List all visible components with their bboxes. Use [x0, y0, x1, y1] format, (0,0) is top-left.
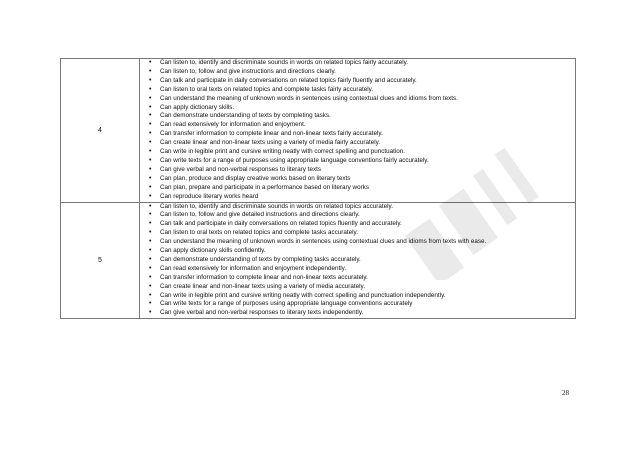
band-row: [61, 202, 576, 319]
descriptor-item: • Can give verbal and non-verbal responses to literary texts: [140, 166, 575, 175]
descriptor-list: [140, 59, 575, 202]
descriptor-item: • Can create linear and non-linear texts using a variety of media accurately.: [140, 283, 575, 292]
page-number: 28: [562, 389, 569, 397]
descriptor-item: • Can listen to, follow and give instructions and directions clearly.: [140, 68, 575, 77]
descriptor-cell: [140, 59, 576, 203]
descriptor-item: • Can listen to, follow and give detailed instructions and directions clearly.: [140, 211, 575, 220]
descriptor-item: • Can talk and participate in daily conversations on related topics fairly fluently and accurately.: [140, 77, 575, 86]
descriptor-item: • Can listen to, identify and discriminate sounds in words on related topics accurately.: [140, 203, 575, 212]
descriptor-item: • Can write texts for a range of purposes using appropriate language conventions accurately: [140, 300, 575, 309]
descriptor-item: • Can demonstrate understanding of texts by completing tasks accurately.: [140, 256, 575, 265]
descriptor-item: • Can transfer information to complete linear and non-linear texts fairly accurately.: [140, 130, 575, 139]
descriptor-item: • Can listen to oral texts on related topics and complete tasks fairly accurately.: [140, 86, 575, 95]
descriptor-item: • Can write in legible print and cursive writing neatly with correct spelling and punctuation independently.: [140, 292, 575, 301]
band-level: 4: [61, 59, 140, 203]
descriptor-item: • Can listen to oral texts on related topics and complete tasks accurately.: [140, 229, 575, 238]
descriptor-item: • Can understand the meaning of unknown words in sentences using contextual clues and idioms from texts.: [140, 95, 575, 104]
descriptor-item: • Can read extensively for information and enjoyment independently.: [140, 265, 575, 274]
descriptor-item: • Can demonstrate understanding of texts by completing tasks.: [140, 112, 575, 121]
descriptor-item: • Can give verbal and non-verbal responses to literary texts independently.: [140, 309, 575, 318]
descriptor-item: • Can talk and participate in daily conversations on related topics fluently and accurately.: [140, 220, 575, 229]
descriptor-item: • Can read extensively for information and enjoyment.: [140, 121, 575, 130]
descriptor-item: • Can reproduce literary works heard: [140, 193, 575, 202]
descriptor-item: • Can plan, prepare and participate in a performance based on literary works: [140, 184, 575, 193]
descriptor-item: • Can apply dictionary skills confidently.: [140, 247, 575, 256]
descriptor-item: • Can write texts for a range of purposes using appropriate language conventions fairly accurately.: [140, 157, 575, 166]
descriptor-item: • Can listen to, identify and discriminate sounds in words on related topics fairly accurately.: [140, 59, 575, 68]
band-level: 5: [61, 202, 140, 319]
descriptor-item: • Can plan, produce and display creative works based on literary texts: [140, 175, 575, 184]
descriptor-item: • Can transfer information to complete linear and non-linear texts accurately.: [140, 274, 575, 283]
performance-band-table: [60, 58, 576, 319]
band-row: [61, 59, 576, 203]
descriptor-list: [140, 203, 575, 319]
descriptor-item: • Can understand the meaning of unknown words in sentences using contextual clues and idioms from texts with ease.: [140, 238, 575, 247]
descriptor-cell: [140, 202, 576, 319]
descriptor-item: • Can apply dictionary skills.: [140, 104, 575, 113]
descriptor-item: • Can write in legible print and cursive writing neatly with correct spelling and punctuation.: [140, 148, 575, 157]
descriptor-item: • Can create linear and non-linear texts using a variety of media fairly accurately.: [140, 139, 575, 148]
